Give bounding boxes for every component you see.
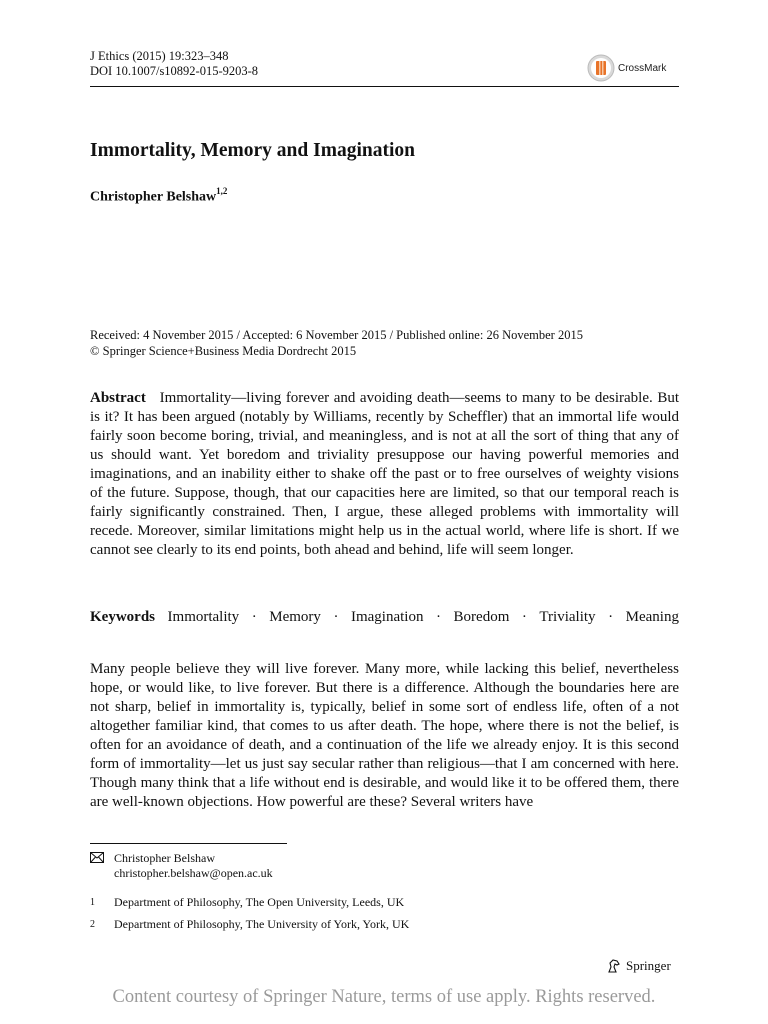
body-paragraph: Many people believe they will live forever. Many more, while lacking this belief, nevertheless hope, or would like, to live forever. But there is a difference. Although the boundaries here are not sharp, belief in immortality is, typically, belief in some sort of endless life, often of a not altogether familiar kind, that comes to us after death. The hope, where there is not the belief, is often for an avoidance of death, and a continuation of the life we already enjoy. It is this second form of immortality—let us just say secular rather than religious—that I am concerned with here. Though many think that a life without end is desirable, and would like it to be offered them, there are well-known objections. How powerful are these? Several writers have <box>90 661 679 810</box>
doi[interactable]: DOI 10.1007/s10892-015-9203-8 <box>90 64 259 78</box>
keyword: Imagination <box>350 609 424 625</box>
keyword: Meaning <box>625 609 679 625</box>
affiliation-text: Department of Philosophy, The University of York, York, UK <box>114 917 410 931</box>
affiliation-2 <box>90 917 409 932</box>
keyword-separator: · <box>608 609 614 625</box>
keyword: Memory <box>269 609 321 625</box>
journal-citation: J Ethics (2015) 19:323–348 <box>90 49 229 63</box>
keyword-separator: · <box>251 609 257 625</box>
keyword-separator: · <box>333 609 339 625</box>
footnote-mark: 2 <box>90 919 95 930</box>
affiliation-text: Department of Philosophy, The Open University, Leeds, UK <box>114 895 405 909</box>
springer-horse-icon <box>606 958 622 974</box>
footnote-mark: 1 <box>90 897 95 908</box>
abstract-label: Abstract <box>90 390 146 406</box>
contact-name: Christopher Belshaw <box>114 851 215 865</box>
author-affiliation-marks: 1,2 <box>216 186 228 196</box>
copyright-line: © Springer Science+Business Media Dordrecht 2015 <box>90 344 357 358</box>
dates-received-accepted: Received: 4 November 2015 / Accepted: 6 November 2015 / Published online: 26 November 2015 <box>90 328 583 342</box>
affiliation-1 <box>90 895 404 910</box>
publisher-name: Springer <box>626 958 671 973</box>
publisher-logo <box>606 958 671 974</box>
crossmark-icon <box>587 54 615 82</box>
paper-title: Immortality, Memory and Imagination <box>90 140 415 161</box>
crossmark-badge[interactable] <box>587 53 687 83</box>
footnote-rule <box>90 843 287 844</box>
publication-dates <box>90 327 583 359</box>
keyword: Immortality <box>167 609 240 625</box>
contact-footnote <box>90 851 273 881</box>
copyright-watermark: Content courtesy of Springer Nature, terms of use apply. Rights reserved. <box>112 987 656 1007</box>
abstract <box>90 389 679 560</box>
header-rule <box>90 86 679 87</box>
keyword-separator: · <box>436 609 441 625</box>
envelope-icon <box>90 851 114 866</box>
keyword: Boredom <box>453 609 510 625</box>
crossmark-label: CrossMark <box>618 62 667 74</box>
keyword: Triviality <box>539 609 596 625</box>
abstract-text: Immortality—living forever and avoiding death—seems to many to be desirable. But is it? It has been argued (notably by Williams, recently by Scheffler) that an immortal life would fairly soon become boring, trivial, and meaningless, and is not at all the sort of thing that any of us should want. Yet boredom and triviality presuppose our having powerful memories and imaginations, and an inability either to shake off the past or to free ourselves of weighty visions of the future. Suppose, though, that our capacities here are limited, so that our temporal reach is fairly significantly constrained. Then, I argue, these alleged problems with immortality will recede. Moreover, similar limitations might help us in the actual world, where life is short. If we cannot see clearly to its end points, both ahead and behind, life will seem longer. <box>90 390 679 558</box>
keyword-separator: · <box>521 609 527 625</box>
keywords <box>90 609 679 626</box>
author-line <box>90 187 227 206</box>
contact-email[interactable]: christopher.belshaw@open.ac.uk <box>114 866 273 880</box>
author-name[interactable]: Christopher Belshaw <box>90 189 217 205</box>
keywords-label: Keywords <box>90 609 155 625</box>
